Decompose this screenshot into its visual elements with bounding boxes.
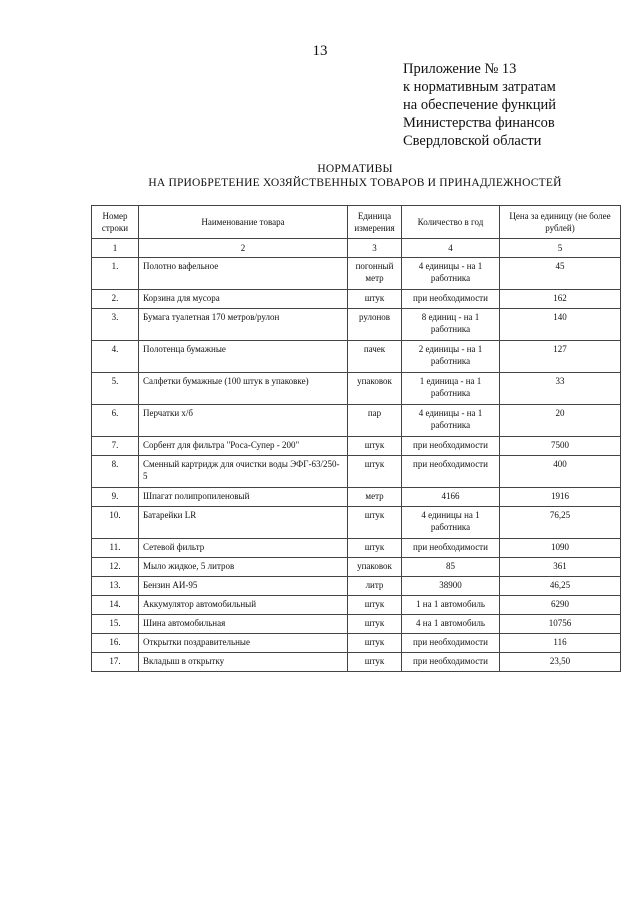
row-unit: штук bbox=[348, 437, 402, 456]
column-number: 1 bbox=[92, 239, 139, 258]
row-qty: при необходимости bbox=[402, 539, 500, 558]
row-unit: штук bbox=[348, 615, 402, 634]
row-qty: 38900 bbox=[402, 577, 500, 596]
table-row bbox=[92, 290, 621, 309]
table-row bbox=[92, 456, 621, 488]
row-qty: 4166 bbox=[402, 488, 500, 507]
row-name: Салфетки бумажные (100 штук в упаковке) bbox=[139, 373, 348, 405]
row-unit: штук bbox=[348, 634, 402, 653]
column-number-row bbox=[92, 239, 621, 258]
row-price: 46,25 bbox=[500, 577, 621, 596]
row-name: Открытки поздравительные bbox=[139, 634, 348, 653]
row-num: 6. bbox=[92, 405, 139, 437]
row-qty: при необходимости bbox=[402, 290, 500, 309]
row-unit: пачек bbox=[348, 341, 402, 373]
table-row bbox=[92, 596, 621, 615]
column-number: 2 bbox=[139, 239, 348, 258]
table-row bbox=[92, 309, 621, 341]
row-unit: упаковок bbox=[348, 373, 402, 405]
row-name: Аккумулятор автомобильный bbox=[139, 596, 348, 615]
row-num: 11. bbox=[92, 539, 139, 558]
row-name: Перчатки х/б bbox=[139, 405, 348, 437]
row-num: 16. bbox=[92, 634, 139, 653]
row-qty: 4 на 1 автомобиль bbox=[402, 615, 500, 634]
row-qty: 8 единиц - на 1 работника bbox=[402, 309, 500, 341]
row-num: 3. bbox=[92, 309, 139, 341]
row-price: 400 bbox=[500, 456, 621, 488]
row-qty: 2 единицы - на 1 работника bbox=[402, 341, 500, 373]
row-num: 10. bbox=[92, 507, 139, 539]
row-num: 8. bbox=[92, 456, 139, 488]
row-price: 6290 bbox=[500, 596, 621, 615]
row-unit: метр bbox=[348, 488, 402, 507]
row-num: 7. bbox=[92, 437, 139, 456]
row-name: Бензин АИ-95 bbox=[139, 577, 348, 596]
table-row bbox=[92, 634, 621, 653]
appendix-line: на обеспечение функций bbox=[403, 97, 557, 113]
row-unit: литр bbox=[348, 577, 402, 596]
row-price: 361 bbox=[500, 558, 621, 577]
row-price: 7500 bbox=[500, 437, 621, 456]
header-price: Цена за единицу (не более рублей) bbox=[500, 206, 621, 239]
table-row bbox=[92, 558, 621, 577]
row-name: Бумага туалетная 170 метров/рулон bbox=[139, 309, 348, 341]
row-num: 2. bbox=[92, 290, 139, 309]
row-qty: 4 единицы на 1 работника bbox=[402, 507, 500, 539]
row-price: 1916 bbox=[500, 488, 621, 507]
table-row bbox=[92, 653, 621, 672]
document-title bbox=[90, 162, 620, 190]
appendix-line: к нормативным затратам bbox=[403, 79, 556, 95]
row-unit: штук bbox=[348, 539, 402, 558]
row-price: 140 bbox=[500, 309, 621, 341]
table-row bbox=[92, 507, 621, 539]
row-qty: 4 единицы - на 1 работника bbox=[402, 405, 500, 437]
header-num: Номер строки bbox=[92, 206, 139, 239]
row-qty: при необходимости bbox=[402, 653, 500, 672]
row-price: 33 bbox=[500, 373, 621, 405]
row-qty: при необходимости bbox=[402, 437, 500, 456]
row-name: Корзина для мусора bbox=[139, 290, 348, 309]
row-price: 127 bbox=[500, 341, 621, 373]
row-unit: штук bbox=[348, 653, 402, 672]
appendix-caption bbox=[403, 60, 556, 150]
row-unit: погонный метр bbox=[348, 258, 402, 290]
header-qty: Количество в год bbox=[402, 206, 500, 239]
row-price: 162 bbox=[500, 290, 621, 309]
row-num: 1. bbox=[92, 258, 139, 290]
table-row bbox=[92, 258, 621, 290]
row-num: 12. bbox=[92, 558, 139, 577]
row-unit: штук bbox=[348, 456, 402, 488]
row-num: 13. bbox=[92, 577, 139, 596]
column-number: 3 bbox=[348, 239, 402, 258]
row-qty: при необходимости bbox=[402, 634, 500, 653]
column-number: 4 bbox=[402, 239, 500, 258]
row-qty: 1 на 1 автомобиль bbox=[402, 596, 500, 615]
row-unit: штук bbox=[348, 507, 402, 539]
table-row bbox=[92, 373, 621, 405]
row-unit: штук bbox=[348, 596, 402, 615]
row-num: 5. bbox=[92, 373, 139, 405]
row-unit: рулонов bbox=[348, 309, 402, 341]
table-row bbox=[92, 341, 621, 373]
appendix-line: Свердловской области bbox=[403, 133, 542, 149]
title-line: НОРМАТИВЫ bbox=[317, 163, 393, 175]
table-row bbox=[92, 615, 621, 634]
table-row bbox=[92, 405, 621, 437]
row-price: 23,50 bbox=[500, 653, 621, 672]
header-unit: Единица измерения bbox=[348, 206, 402, 239]
row-price: 1090 bbox=[500, 539, 621, 558]
row-name: Полотенца бумажные bbox=[139, 341, 348, 373]
row-num: 15. bbox=[92, 615, 139, 634]
row-unit: упаковок bbox=[348, 558, 402, 577]
row-price: 116 bbox=[500, 634, 621, 653]
row-qty: 85 bbox=[402, 558, 500, 577]
row-qty: 1 единица - на 1 работника bbox=[402, 373, 500, 405]
row-qty: при необходимости bbox=[402, 456, 500, 488]
row-qty: 4 единицы - на 1 работника bbox=[402, 258, 500, 290]
row-name: Мыло жидкое, 5 литров bbox=[139, 558, 348, 577]
row-num: 17. bbox=[92, 653, 139, 672]
appendix-line: Приложение № 13 bbox=[403, 61, 517, 77]
row-price: 76,25 bbox=[500, 507, 621, 539]
norms-table bbox=[91, 205, 621, 672]
row-name: Батарейки LR bbox=[139, 507, 348, 539]
row-num: 4. bbox=[92, 341, 139, 373]
row-price: 20 bbox=[500, 405, 621, 437]
page-number: 13 bbox=[312, 43, 328, 59]
appendix-line: Министерства финансов bbox=[403, 115, 555, 131]
row-num: 14. bbox=[92, 596, 139, 615]
row-unit: штук bbox=[348, 290, 402, 309]
row-name: Шина автомобильная bbox=[139, 615, 348, 634]
row-name: Полотно вафельное bbox=[139, 258, 348, 290]
column-number: 5 bbox=[500, 239, 621, 258]
table-row bbox=[92, 488, 621, 507]
table-header-row bbox=[92, 206, 621, 239]
row-name: Сменный картридж для очистки воды ЭФГ-63/250-5 bbox=[139, 456, 348, 488]
row-name: Шпагат полипропиленовый bbox=[139, 488, 348, 507]
table-row bbox=[92, 539, 621, 558]
header-name: Наименование товара bbox=[139, 206, 348, 239]
row-name: Сорбент для фильтра "Роса-Супер - 200" bbox=[139, 437, 348, 456]
row-unit: пар bbox=[348, 405, 402, 437]
row-name: Сетевой фильтр bbox=[139, 539, 348, 558]
table-row bbox=[92, 437, 621, 456]
row-num: 9. bbox=[92, 488, 139, 507]
row-name: Вкладыш в открытку bbox=[139, 653, 348, 672]
row-price: 10756 bbox=[500, 615, 621, 634]
row-price: 45 bbox=[500, 258, 621, 290]
table-row bbox=[92, 577, 621, 596]
title-line: НА ПРИОБРЕТЕНИЕ ХОЗЯЙСТВЕННЫХ ТОВАРОВ И ПРИНАДЛЕЖНОСТЕЙ bbox=[148, 177, 562, 189]
